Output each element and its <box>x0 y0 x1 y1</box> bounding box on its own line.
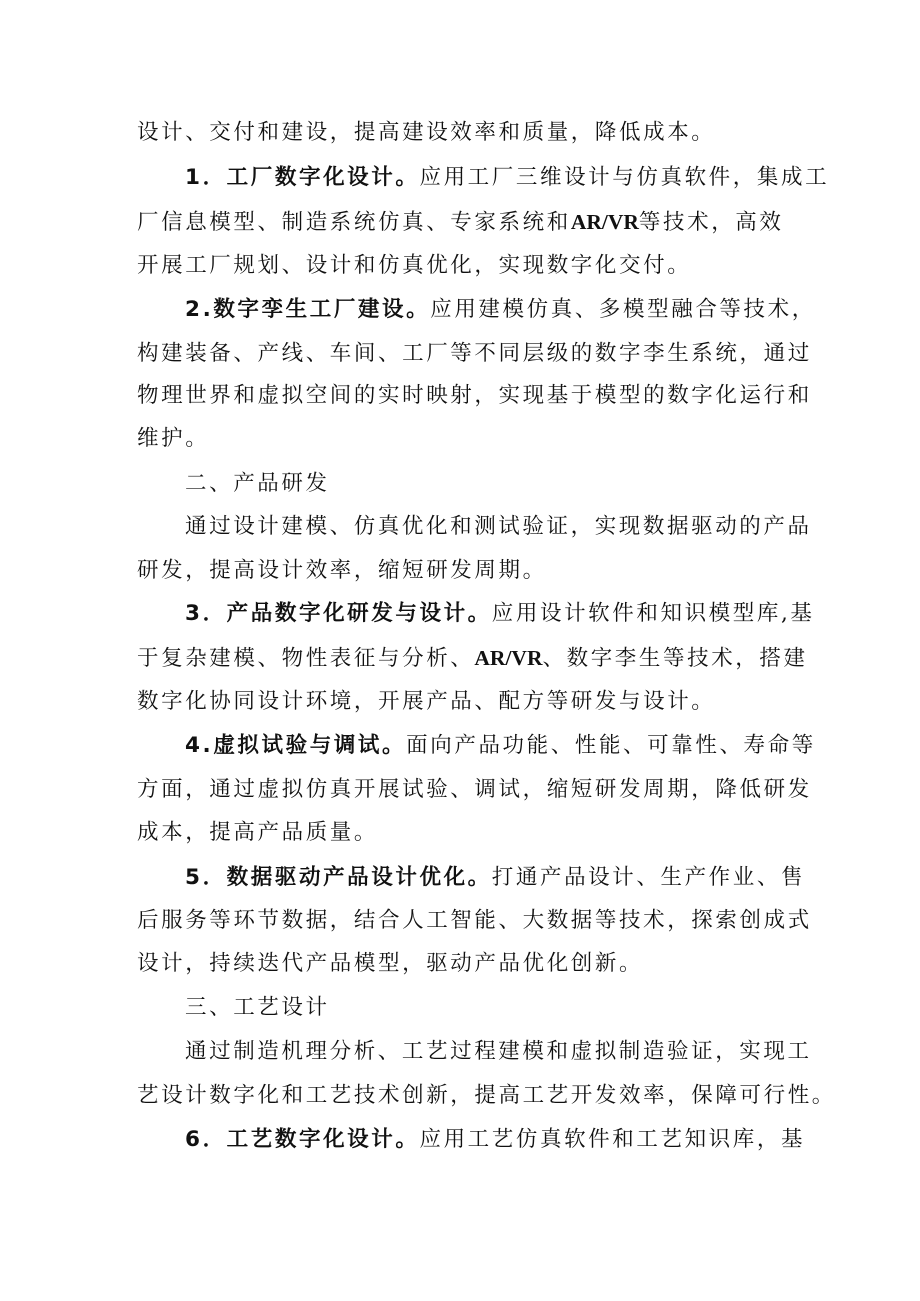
item-title: 虚拟试验与调试。 <box>213 733 407 758</box>
tech-term: AR/VR <box>474 646 543 670</box>
item-title: ．数据驱动产品设计优化。 <box>202 865 492 890</box>
item-number: 5 <box>185 865 203 890</box>
item-title: ．产品数字化研发与设计。 <box>202 601 492 626</box>
paragraph-line: 研发，提高设计效率，缩短研发周期。 <box>137 558 547 583</box>
paragraph-line: 维护。 <box>137 426 210 451</box>
item-4-heading-line: 4.虚拟试验与调试。面向产品功能、性能、可靠性、寿命等 <box>185 733 816 758</box>
item-3-heading-line: 3．产品数字化研发与设计。应用设计软件和知识模型库,基 <box>185 601 815 626</box>
section-heading-product-rd: 二、产品研发 <box>185 471 330 496</box>
item-1-heading-line: 1．工厂数字化设计。应用工厂三维设计与仿真软件，集成工 <box>185 165 830 190</box>
paragraph-line: 成本，提高产品质量。 <box>137 820 379 845</box>
paragraph-line: 通过设计建模、仿真优化和测试验证，实现数据驱动的产品 <box>185 514 812 539</box>
paragraph-line: 艺设计数字化和工艺技术创新，提高工艺开发效率，保障可行性。 <box>137 1083 836 1108</box>
item-title: ．工厂数字化设计。 <box>202 165 420 190</box>
paragraph-line: 后服务等环节数据，结合人工智能、大数据等技术，探索创成式 <box>137 908 812 933</box>
paragraph-line: 设计，持续迭代产品模型，驱动产品优化创新。 <box>137 951 644 976</box>
paragraph-line: 物理世界和虚拟空间的实时映射，实现基于模型的数字化运行和 <box>137 383 812 408</box>
item-number: 6 <box>185 1127 203 1152</box>
item-title: ．工艺数字化设计。 <box>202 1127 420 1152</box>
paragraph-line: 方面，通过虚拟仿真开展试验、调试，缩短研发周期，降低研发 <box>137 777 812 802</box>
item-number: 3 <box>185 601 203 626</box>
tech-term: AR/VR <box>570 210 639 234</box>
paragraph-line: 厂信息模型、制造系统仿真、专家系统和AR/VR等技术，高效 <box>137 210 784 235</box>
item-title: .数字孪生工厂建设。 <box>202 297 431 322</box>
paragraph-line: 于复杂建模、物性表征与分析、AR/VR、数字李生等技术，搭建 <box>137 646 808 671</box>
item-number: 1 <box>185 165 203 190</box>
paragraph-line: 设计、交付和建设，提高建设效率和质量，降低成本。 <box>137 120 716 145</box>
item-2-heading-line: 2.数字孪生工厂建设。应用建模仿真、多模型融合等技术， <box>185 297 816 322</box>
section-heading-process-design: 三、工艺设计 <box>185 995 330 1020</box>
item-5-heading-line: 5．数据驱动产品设计优化。打通产品设计、生产作业、售 <box>185 865 806 890</box>
paragraph-line: 构建装备、产线、车间、工厂等不同层级的数字李生系统，通过 <box>137 341 812 366</box>
item-number: 2 <box>185 297 203 322</box>
item-6-heading-line: 6．工艺数字化设计。应用工艺仿真软件和工艺知识库，基 <box>185 1127 806 1152</box>
paragraph-line: 通过制造机理分析、工艺过程建模和虚拟制造验证，实现工 <box>185 1039 812 1064</box>
item-number: 4. <box>185 733 214 758</box>
paragraph-line: 数字化协同设计环境，开展产品、配方等研发与设计。 <box>137 689 716 714</box>
paragraph-line: 开展工厂规划、设计和仿真优化，实现数字化交付。 <box>137 253 692 278</box>
